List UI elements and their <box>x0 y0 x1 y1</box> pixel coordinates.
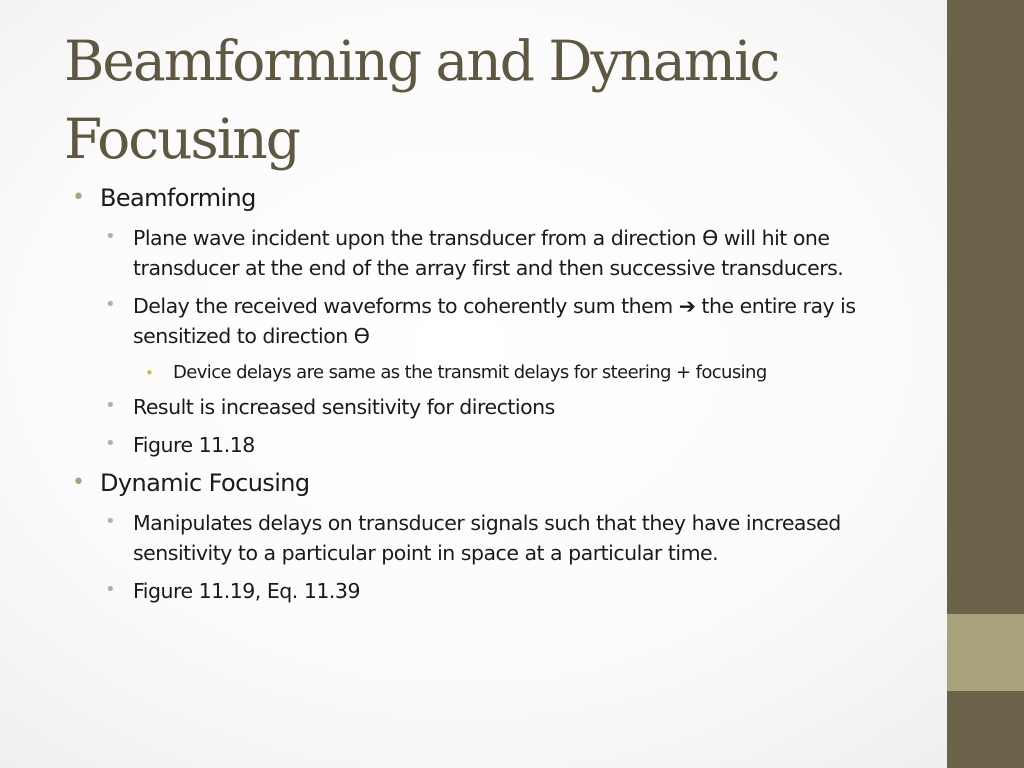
bullet-text: Result is increased sensitivity for directions <box>133 395 555 419</box>
bullet-beamforming <box>72 183 902 214</box>
bullet-plane-wave <box>105 223 902 283</box>
bullet-dot: • <box>105 395 116 416</box>
bullet-delay-waveforms <box>105 291 902 351</box>
bullet-dot: • <box>72 185 85 210</box>
bullet-figure-11-19 <box>105 576 902 606</box>
bullet-result-sensitivity <box>105 392 902 422</box>
bullet-text: Beamforming <box>100 184 256 212</box>
bullet-text: Manipulates delays on transducer signals such that they have increased sensitivity to a particular point in space at a particular time. <box>133 511 841 565</box>
bullet-dot: • <box>105 579 116 600</box>
bullet-dot: • <box>72 470 85 495</box>
bullet-text: Figure 11.19, Eq. 11.39 <box>133 579 361 603</box>
bullet-dot: • <box>105 226 116 247</box>
bullet-text: Device delays are same as the transmit delays for steering + focusing <box>173 362 767 383</box>
bullet-dot: • <box>105 433 116 454</box>
bullet-device-delays <box>145 359 902 387</box>
bullet-text: Delay the received waveforms to coherently sum them ➔ the entire ray is sensitized to direction Ѳ <box>133 294 856 348</box>
bullet-dot: • <box>145 364 154 382</box>
bullet-manipulates-delays <box>105 508 902 568</box>
sidebar-accent-block <box>947 614 1024 691</box>
bullet-figure-11-18 <box>105 430 902 460</box>
bullet-text: Dynamic Focusing <box>100 469 310 497</box>
bullet-dynamic-focusing <box>72 468 902 499</box>
slide-content <box>72 183 902 614</box>
bullet-text: Plane wave incident upon the transducer from a direction Ѳ will hit one transducer at the end of the array first and then successive transducers. <box>133 226 844 280</box>
bullet-dot: • <box>105 294 116 315</box>
bullet-dot: • <box>105 511 116 532</box>
slide-title: Beamforming and Dynamic Focusing <box>64 29 779 171</box>
bullet-text: Figure 11.18 <box>133 433 255 457</box>
